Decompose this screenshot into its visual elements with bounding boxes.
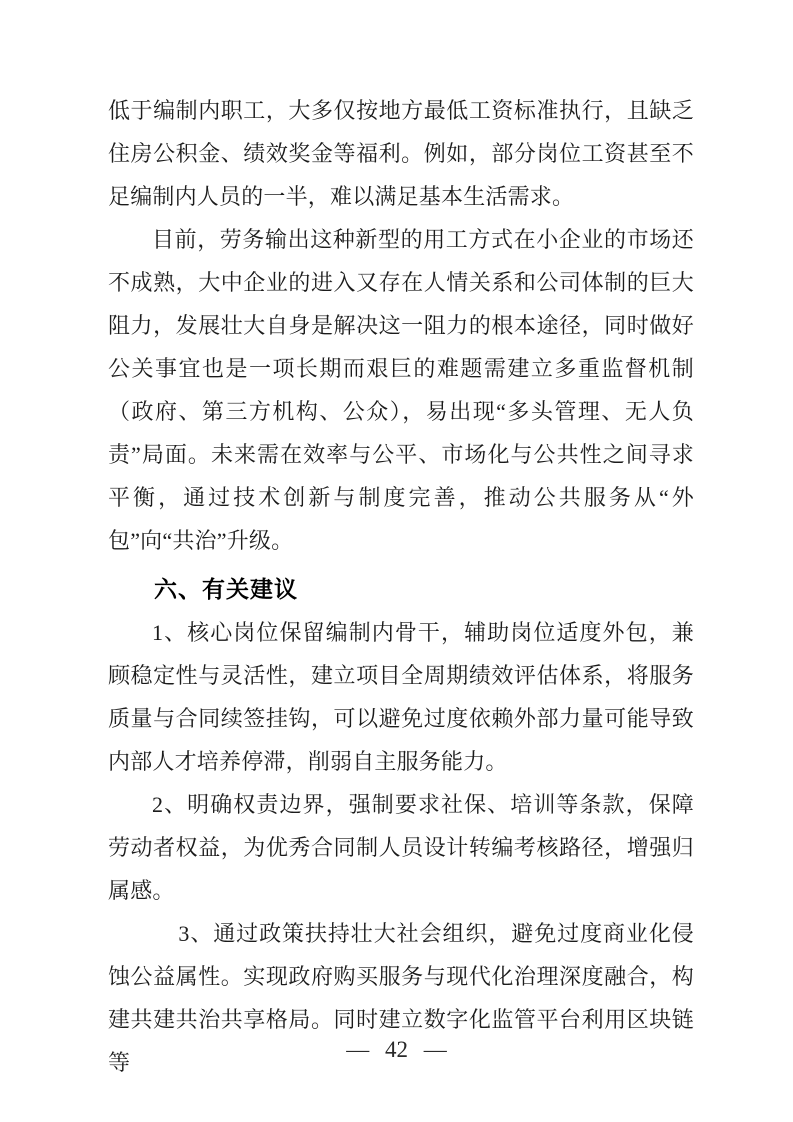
page-number: — 42 —	[346, 1037, 447, 1062]
page-body	[108, 89, 694, 1084]
section-heading: 六、有关建议	[154, 576, 298, 602]
body-paragraph: 目前，劳务输出这种新型的用工方式在小企业的市场还不成熟，大中企业的进入又存在人情关系和公司体制的巨大阻力，发展壮大自身是解决这一阻力的根本途径，同时做好公关事宜也是一项长期而艰巨的难题需建立多重监督机制（政府、第三方机构、公众），易出现“多头管理、无人负责”局面。未来需在效率与公平、市场化与公共性之间寻求平衡，通过技术创新与制度完善，推动公共服务从“外包”向“共治”升级。	[108, 227, 694, 553]
recommendation-item-1: 1、核心岗位保留编制内骨干，辅助岗位适度外包，兼顾稳定性与灵活性，建立项目全周期绩效评估体系，将服务质量与合同续签挂钩，可以避免过度依赖外部力量可能导致内部人才培养停滞，削弱自主服务能力。	[108, 620, 694, 774]
body-paragraph-continuation: 低于编制内职工，大多仅按地方最低工资标准执行，且缺乏住房公积金、绩效奖金等福利。例如，部分岗位工资甚至不足编制内人员的一半，难以满足基本生活需求。	[108, 98, 694, 209]
recommendation-item-2: 2、明确权责边界，强制要求社保、培训等条款，保障劳动者权益，为优秀合同制人员设计转编考核路径，增强归属感。	[108, 792, 694, 903]
page-footer	[0, 1036, 793, 1064]
recommendation-item-3: 3、通过政策扶持壮大社会组织，避免过度商业化侵蚀公益属性。实现政府购买服务与现代化治理深度融合，构建共建共治共享格局。同时建立数字化监管平台利用区块链等	[108, 921, 694, 1075]
